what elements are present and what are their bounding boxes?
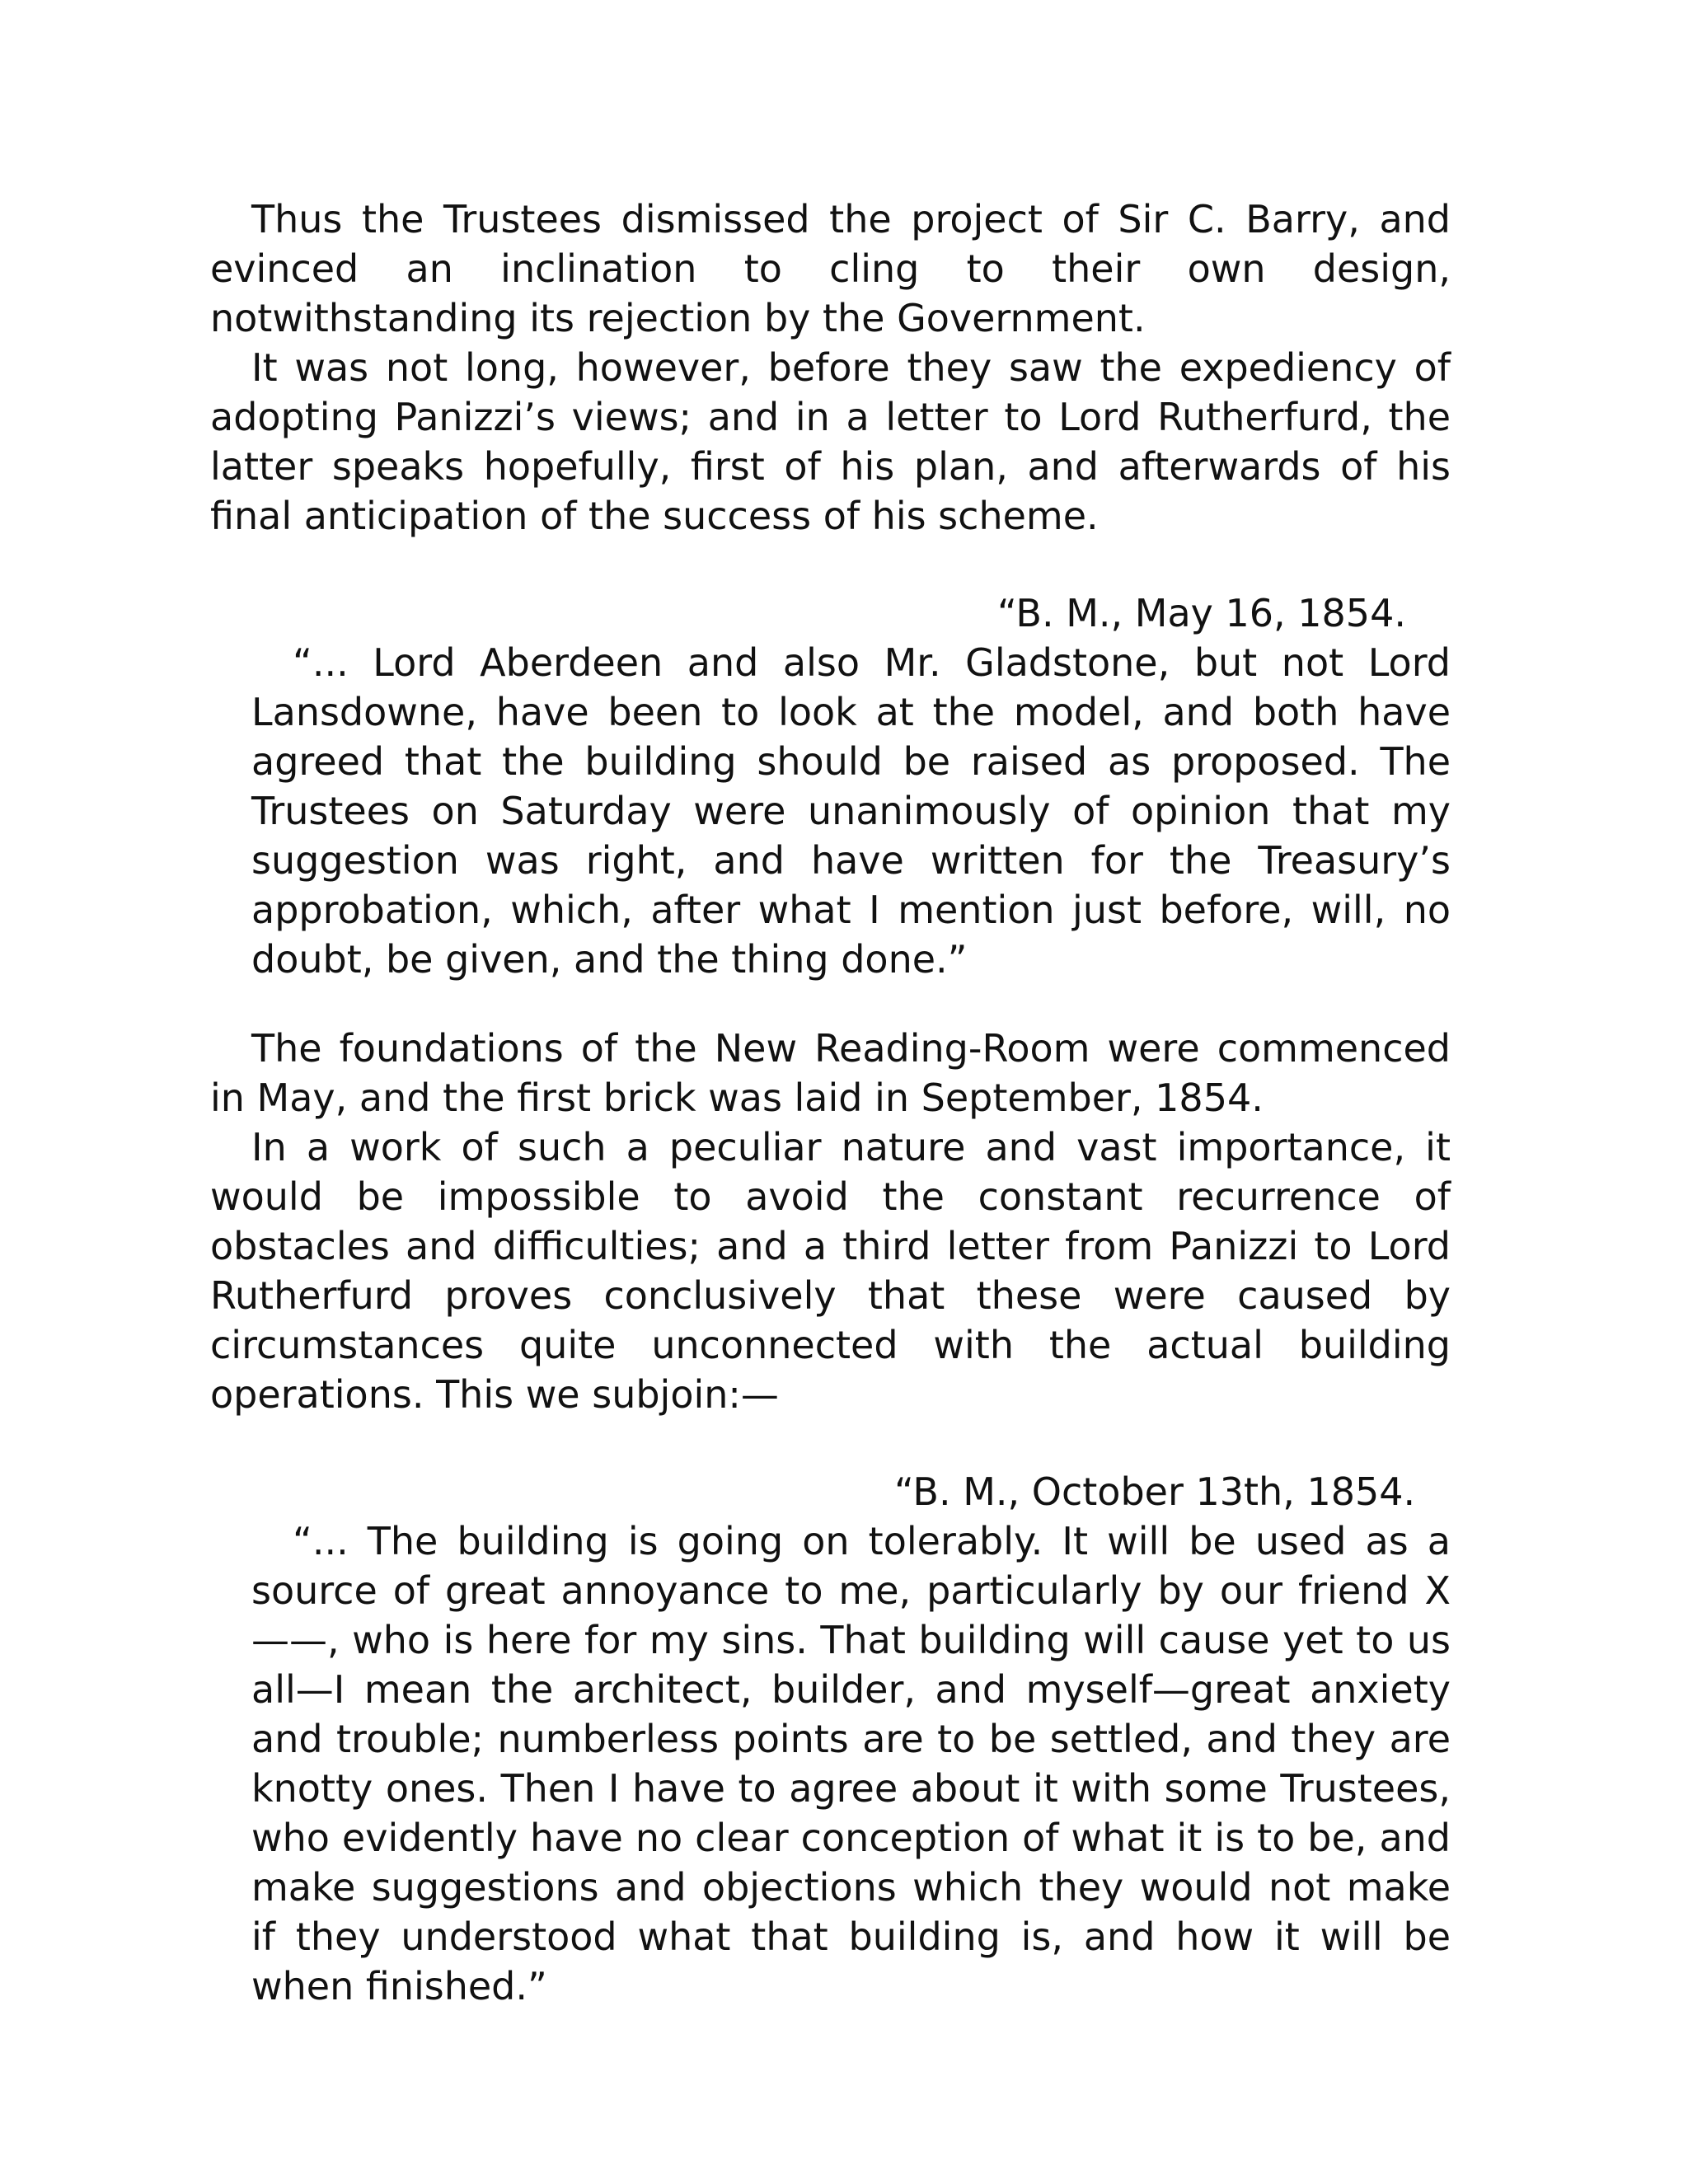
letter-2-date: “B. M., October 13th, 1854.: [894, 1469, 1416, 1514]
page-content: [210, 194, 1451, 2011]
letter-1-body: “... Lord Aberdeen and also Mr. Gladstone, but not Lord Lansdowne, have been to look at the model, and both have agreed that the building should be raised as proposed. The Trustees on Saturday were unanimously of opinion that my suggestion was right, and have written for the Treasury’s approbation, which, after what I mention just before, will, no doubt, be given, and the thing done.”: [251, 640, 1451, 982]
paragraph-obstacles: In a work of such a peculiar nature and vast importance, it would be impossible to avoid the constant recurrence of obstacles and difficulties; and a third letter from Panizzi to Lord Rutherfurd proves conclusively that these were caused by circumstances quite unconnected with the actual building operations. This we subjoin:—: [210, 1125, 1451, 1417]
letter-2-body: “... The building is going on tolerably. It will be used as a source of great annoyance to me, particularly by our friend X——, who is here for my sins. That building will cause yet to us all—I mean the architect, builder, and myself—great anxiety and trouble; numberless points are to be settled, and they are knotty ones. Then I have to agree about it with some Trustees, who evidently have no clear conception of what it is to be, and make suggestions and objections which they would not make if they understood what that building is, and how it will be when finished.”: [251, 1519, 1451, 2008]
paragraph-panizzi-views: It was not long, however, before they saw the expediency of adopting Panizzi’s views; and in a letter to Lord Rutherfurd, the latter speaks hopefully, first of his plan, and afterwards of his final anticipation of the success of his scheme.: [210, 345, 1451, 538]
letter-1-date: “B. M., May 16, 1854.: [997, 591, 1406, 635]
paragraph-trustees-dismissed: Thus the Trustees dismissed the project of Sir C. Barry, and evinced an inclination to cling to their own design, notwithstanding its rejection by the Government.: [210, 197, 1451, 340]
paragraph-foundations: The foundations of the New Reading-Room were commenced in May, and the first brick was laid in September, 1854.: [210, 1026, 1451, 1120]
